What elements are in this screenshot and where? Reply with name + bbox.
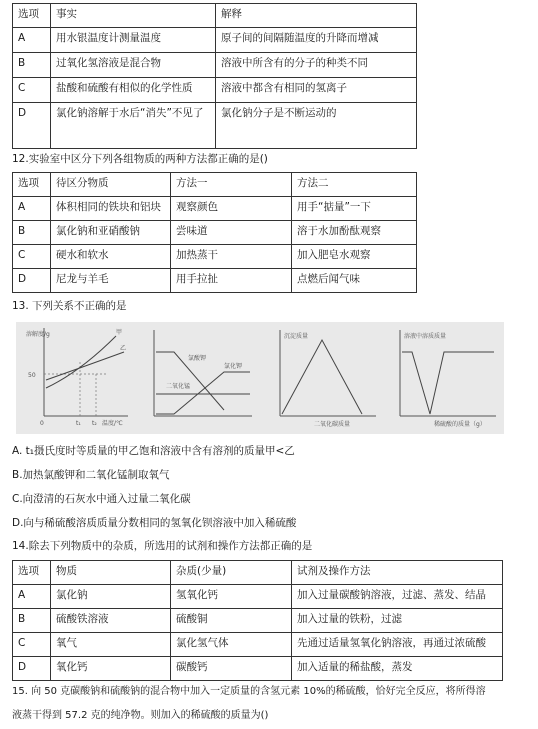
fact-cell: 用水银温度计测量温度 [51, 28, 216, 53]
option-cell: A [13, 197, 51, 221]
table-row [13, 657, 503, 681]
option-cell: B [13, 221, 51, 245]
x-tick-t2: t₂ [92, 420, 97, 427]
substance-cell: 体积相同的铁块和铝块 [51, 197, 171, 221]
table-row [13, 78, 417, 103]
q13-figure [16, 322, 504, 434]
substance-cell: 氧气 [51, 633, 171, 657]
method2-cell: 溶于水加酚酞观察 [292, 221, 417, 245]
q13-option-a: A. t₁摄氏度时等质量的甲乙饱和溶液中含有溶剂的质量甲<乙 [12, 445, 295, 457]
header-cell: 解释 [216, 4, 417, 28]
fact-cell: 盐酸和硫酸有相似的化学性质 [51, 78, 216, 103]
explanation-cell: 溶液中都含有相同的氢离子 [216, 78, 417, 103]
y-label-solute: 溶液中溶质质量 [404, 333, 447, 340]
q13-option-c: C.向澄清的石灰水中通入过量二氧化碳 [12, 493, 191, 505]
method-cell: 加入适量的稀盐酸，蒸发 [292, 657, 503, 681]
method2-cell: 加入肥皂水观察 [292, 245, 417, 269]
fact-cell: 过氧化氢溶液是混合物 [51, 53, 216, 78]
option-cell: C [13, 633, 51, 657]
header-cell: 试剂及操作方法 [292, 561, 503, 585]
header-cell: 选项 [13, 173, 51, 197]
x-label-co2: 二氧化碳质量 [314, 421, 351, 428]
x-tick-0: 0 [40, 420, 44, 427]
q13-option-b: B.加热氯酸钾和二氧化锰制取氧气 [12, 469, 170, 481]
solute-graph [386, 322, 502, 434]
table-header-row [13, 4, 417, 28]
table-row [13, 609, 503, 633]
label-kcl: 氯化钾 [224, 363, 243, 370]
method-cell: 先通过适量氢氧化钠溶液，再通过浓硫酸 [292, 633, 503, 657]
option-cell: C [13, 245, 51, 269]
table-row [13, 633, 503, 657]
header-cell: 待区分物质 [51, 173, 171, 197]
method-cell: 加入过量碳酸钠溶液，过滤、蒸发、结晶 [292, 585, 503, 609]
x-axis-label: 温度/℃ [102, 420, 123, 427]
header-cell: 物质 [51, 561, 171, 585]
option-cell: C [13, 78, 51, 103]
q12-stem: 12.实验室中区分下列各组物质的两种方法都正确的是() [12, 153, 268, 165]
substance-cell: 尼龙与羊毛 [51, 269, 171, 293]
table-row [13, 269, 417, 293]
method2-cell: 点燃后闻气味 [292, 269, 417, 293]
table-header-row [13, 173, 417, 197]
table-row [13, 585, 503, 609]
substance-cell: 硫酸铁溶液 [51, 609, 171, 633]
fact-cell: 氯化钠溶解于水后“消失”不见了 [51, 103, 216, 149]
q13-stem: 13. 下列关系不正确的是 [12, 300, 127, 312]
header-cell: 方法一 [171, 173, 292, 197]
y-tick-50: 50 [28, 372, 36, 379]
impurity-cell: 氯化氢气体 [171, 633, 292, 657]
table-row [13, 53, 417, 78]
q14-table [12, 560, 503, 681]
q11-table [12, 3, 417, 149]
substance-cell: 硬水和软水 [51, 245, 171, 269]
method1-cell: 观察颜色 [171, 197, 292, 221]
label-kclo3: 氯酸钾 [188, 355, 207, 362]
table-row [13, 103, 417, 149]
q12-table [12, 172, 417, 293]
x-label-h2so4: 稀硫酸的质量（g） [434, 421, 486, 428]
option-cell: D [13, 657, 51, 681]
header-cell: 事实 [51, 4, 216, 28]
substance-cell: 氧化钙 [51, 657, 171, 681]
method-cell: 加入过量的铁粉，过滤 [292, 609, 503, 633]
impurity-cell: 碳酸钙 [171, 657, 292, 681]
table-row [13, 245, 417, 269]
method1-cell: 加热蒸干 [171, 245, 292, 269]
y-label-precipitate: 沉淀质量 [284, 333, 309, 340]
method1-cell: 用手拉扯 [171, 269, 292, 293]
table-row [13, 197, 417, 221]
table-row [13, 221, 417, 245]
header-cell: 方法二 [292, 173, 417, 197]
q13-option-d: D.向与稀硫酸溶质质量分数相同的氢氧化钡溶液中加入稀硫酸 [12, 517, 297, 529]
solubility-graph [20, 322, 132, 434]
substance-cell: 氯化钠 [51, 585, 171, 609]
option-cell: A [13, 28, 51, 53]
option-cell: B [13, 609, 51, 633]
option-cell: A [13, 585, 51, 609]
decomposition-graph [140, 322, 258, 434]
impurity-cell: 氢氧化钙 [171, 585, 292, 609]
x-tick-t1: t₁ [76, 420, 81, 427]
header-cell: 选项 [13, 561, 51, 585]
q15-line1: 15. 向 50 克碳酸钠和硫酸钠的混合物中加入一定质量的含氢元素 10%的稀硫酸，恰好完全反应，将所得溶 [12, 686, 486, 697]
option-cell: D [13, 269, 51, 293]
q14-stem: 14.除去下列物质中的杂质，所选用的试剂和操作方法都正确的是 [12, 540, 313, 552]
q15-line2: 液蒸干得到 57.2 克的纯净物。则加入的稀硫酸的质量为() [12, 710, 269, 721]
label-mno2: 二氧化锰 [166, 383, 191, 390]
explanation-cell: 溶液中所含有的分子的种类不同 [216, 53, 417, 78]
method1-cell: 尝味道 [171, 221, 292, 245]
curve-label-jia: 甲 [116, 329, 123, 336]
header-cell: 选项 [13, 4, 51, 28]
y-axis-label: 溶解度/g [26, 331, 50, 338]
table-row [13, 28, 417, 53]
explanation-cell: 氯化钠分子是不断运动的 [216, 103, 417, 149]
precipitate-graph [266, 322, 382, 434]
option-cell: B [13, 53, 51, 78]
substance-cell: 氯化钠和亚硝酸钠 [51, 221, 171, 245]
option-cell: D [13, 103, 51, 149]
impurity-cell: 硫酸铜 [171, 609, 292, 633]
header-cell: 杂质(少量) [171, 561, 292, 585]
method2-cell: 用手“掂量”一下 [292, 197, 417, 221]
explanation-cell: 原子间的间隔随温度的升降而增减 [216, 28, 417, 53]
curve-jia [46, 336, 116, 388]
curve-label-yi: 乙 [120, 345, 127, 352]
table-header-row [13, 561, 503, 585]
curve-yi [46, 352, 124, 380]
